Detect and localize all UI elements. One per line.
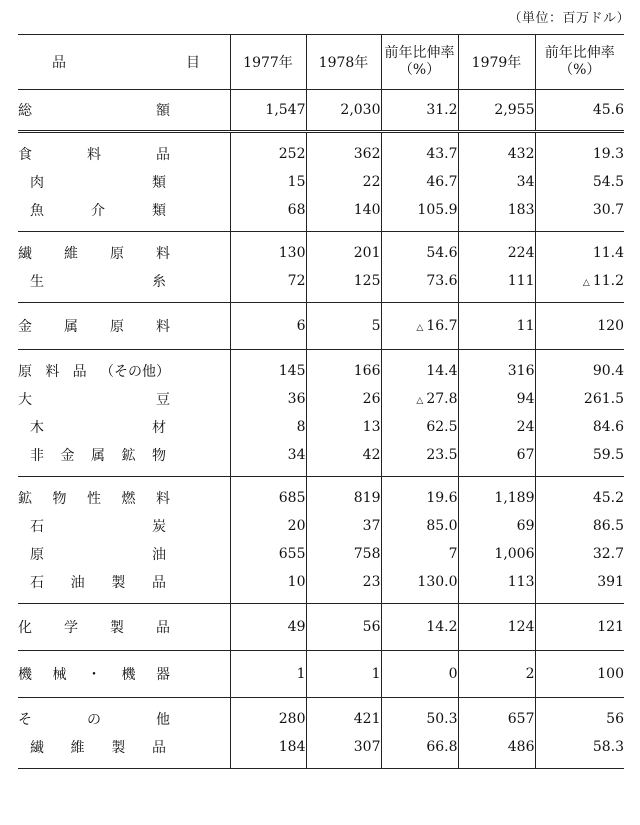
- cell-g1979: 86.5: [535, 512, 624, 540]
- header-growth-1978: 前年比伸率 （%）: [381, 35, 458, 90]
- table-row: [18, 604, 624, 651]
- row-label: 食 料 品: [18, 132, 230, 169]
- cell-v1979: 94: [458, 385, 535, 413]
- cell-v1979: 183: [458, 196, 535, 232]
- cell-g1978: 14.4: [381, 350, 458, 386]
- cell-v1979: 113: [458, 568, 535, 604]
- cell-v1978: 23: [306, 568, 381, 604]
- cell-v1977: 49: [230, 604, 306, 651]
- cell-g1978: 54.6: [381, 232, 458, 268]
- cell-g1978: 62.5: [381, 413, 458, 441]
- cell-g1978: △ 27.8: [381, 385, 458, 413]
- cell-g1978: 23.5: [381, 441, 458, 477]
- cell-v1977: 1: [230, 651, 306, 698]
- table-row: [18, 651, 624, 698]
- cell-g1978: 105.9: [381, 196, 458, 232]
- cell-v1978: 37: [306, 512, 381, 540]
- cell-g1978: 46.7: [381, 168, 458, 196]
- cell-v1977: 68: [230, 196, 306, 232]
- cell-v1978: 2,030: [306, 90, 381, 132]
- cell-v1978: 13: [306, 413, 381, 441]
- table-row: [18, 350, 624, 386]
- row-label: 原 料 品 （その他）: [18, 350, 230, 386]
- header-1978: 1978年: [306, 35, 381, 90]
- cell-v1977: 280: [230, 698, 306, 734]
- cell-v1979: 11: [458, 303, 535, 350]
- row-label: 生 糸: [30, 274, 166, 290]
- row-label: 繊 維 原 料: [18, 232, 230, 268]
- row-label: 鉱 物 性 燃 料: [18, 477, 230, 513]
- cell-g1979: 84.6: [535, 413, 624, 441]
- table-row: [18, 698, 624, 734]
- table-row: [18, 303, 624, 350]
- row-label: 肉 類: [30, 175, 166, 191]
- cell-v1978: 819: [306, 477, 381, 513]
- cell-g1979: 391: [535, 568, 624, 604]
- cell-v1977: 1,547: [230, 90, 306, 132]
- cell-v1978: 758: [306, 540, 381, 568]
- cell-g1979: 120: [535, 303, 624, 350]
- cell-v1979: 1,189: [458, 477, 535, 513]
- table-row: [18, 267, 624, 303]
- cell-g1978: 50.3: [381, 698, 458, 734]
- cell-g1979: 90.4: [535, 350, 624, 386]
- cell-v1979: 316: [458, 350, 535, 386]
- cell-g1979: 261.5: [535, 385, 624, 413]
- cell-g1978: 130.0: [381, 568, 458, 604]
- cell-v1979: 2,955: [458, 90, 535, 132]
- table-row: [18, 232, 624, 268]
- table-row: [18, 132, 624, 169]
- header-item: 品 目: [18, 35, 230, 90]
- header-1977: 1977年: [230, 35, 306, 90]
- cell-v1977: 145: [230, 350, 306, 386]
- table-row: [18, 168, 624, 196]
- cell-g1978: 85.0: [381, 512, 458, 540]
- cell-g1978: △ 16.7: [381, 303, 458, 350]
- row-label: 石 油 製 品: [30, 575, 166, 591]
- cell-v1979: 124: [458, 604, 535, 651]
- cell-g1979: 32.7: [535, 540, 624, 568]
- cell-v1978: 166: [306, 350, 381, 386]
- cell-v1977: 6: [230, 303, 306, 350]
- cell-v1977: 15: [230, 168, 306, 196]
- cell-g1978: 19.6: [381, 477, 458, 513]
- cell-g1979: 45.2: [535, 477, 624, 513]
- cell-g1979: △ 11.2: [535, 267, 624, 303]
- row-label: 化 学 製 品: [18, 604, 230, 651]
- table-row: [18, 568, 624, 604]
- cell-v1979: 34: [458, 168, 535, 196]
- cell-v1978: 125: [306, 267, 381, 303]
- cell-v1978: 5: [306, 303, 381, 350]
- cell-v1979: 2: [458, 651, 535, 698]
- cell-v1977: 72: [230, 267, 306, 303]
- cell-g1979: 45.6: [535, 90, 624, 132]
- table-row: [18, 477, 624, 513]
- cell-g1978: 31.2: [381, 90, 458, 132]
- cell-g1979: 30.7: [535, 196, 624, 232]
- cell-v1979: 24: [458, 413, 535, 441]
- header-growth-1979: 前年比伸率 （%）: [535, 35, 624, 90]
- cell-g1978: 73.6: [381, 267, 458, 303]
- cell-v1979: 432: [458, 132, 535, 169]
- cell-v1979: 111: [458, 267, 535, 303]
- row-label: 原 油: [30, 547, 166, 563]
- cell-g1978: 7: [381, 540, 458, 568]
- cell-v1979: 224: [458, 232, 535, 268]
- header-1979: 1979年: [458, 35, 535, 90]
- cell-v1977: 34: [230, 441, 306, 477]
- row-label: 金 属 原 料: [18, 303, 230, 350]
- row-label: 総 額: [18, 90, 230, 132]
- cell-v1978: 140: [306, 196, 381, 232]
- table-row: [18, 196, 624, 232]
- cell-g1979: 58.3: [535, 733, 624, 769]
- cell-g1979: 121: [535, 604, 624, 651]
- table-row: [18, 385, 624, 413]
- header-row: [18, 35, 624, 90]
- cell-v1977: 8: [230, 413, 306, 441]
- table-row: [18, 413, 624, 441]
- cell-v1977: 685: [230, 477, 306, 513]
- cell-v1978: 362: [306, 132, 381, 169]
- cell-v1979: 67: [458, 441, 535, 477]
- table-row: [18, 733, 624, 769]
- cell-v1977: 10: [230, 568, 306, 604]
- cell-v1977: 20: [230, 512, 306, 540]
- cell-v1979: 69: [458, 512, 535, 540]
- cell-v1977: 655: [230, 540, 306, 568]
- cell-g1979: 100: [535, 651, 624, 698]
- cell-v1978: 1: [306, 651, 381, 698]
- cell-g1979: 56: [535, 698, 624, 734]
- cell-g1978: 43.7: [381, 132, 458, 169]
- row-label: 木 材: [30, 420, 166, 436]
- row-label: 大 豆: [18, 392, 170, 408]
- cell-v1978: 22: [306, 168, 381, 196]
- cell-v1979: 486: [458, 733, 535, 769]
- row-label: 石 炭: [30, 519, 166, 535]
- table-row: [18, 441, 624, 477]
- cell-v1977: 184: [230, 733, 306, 769]
- cell-v1977: 130: [230, 232, 306, 268]
- table-row: [18, 90, 624, 132]
- row-label: 機 械 ・ 機 器: [18, 651, 230, 698]
- cell-g1978: 14.2: [381, 604, 458, 651]
- cell-v1978: 307: [306, 733, 381, 769]
- cell-g1979: 54.5: [535, 168, 624, 196]
- cell-g1979: 11.4: [535, 232, 624, 268]
- cell-v1978: 201: [306, 232, 381, 268]
- table-row: [18, 512, 624, 540]
- row-label: そ の 他: [18, 698, 230, 734]
- unit-label: （単位：百万ドル）: [508, 11, 630, 26]
- cell-v1978: 42: [306, 441, 381, 477]
- row-label: 繊 維 製 品: [18, 733, 230, 769]
- cell-g1979: 59.5: [535, 441, 624, 477]
- cell-v1977: 252: [230, 132, 306, 169]
- trade-table: [18, 34, 624, 769]
- cell-v1979: 1,006: [458, 540, 535, 568]
- cell-v1978: 421: [306, 698, 381, 734]
- cell-g1978: 66.8: [381, 733, 458, 769]
- row-label: 魚 介 類: [30, 203, 166, 219]
- table-row: [18, 540, 624, 568]
- cell-g1978: 0: [381, 651, 458, 698]
- cell-v1978: 56: [306, 604, 381, 651]
- cell-g1979: 19.3: [535, 132, 624, 169]
- cell-v1977: 36: [230, 385, 306, 413]
- row-label: 非 金 属 鉱 物: [30, 448, 166, 464]
- cell-v1978: 26: [306, 385, 381, 413]
- cell-v1979: 657: [458, 698, 535, 734]
